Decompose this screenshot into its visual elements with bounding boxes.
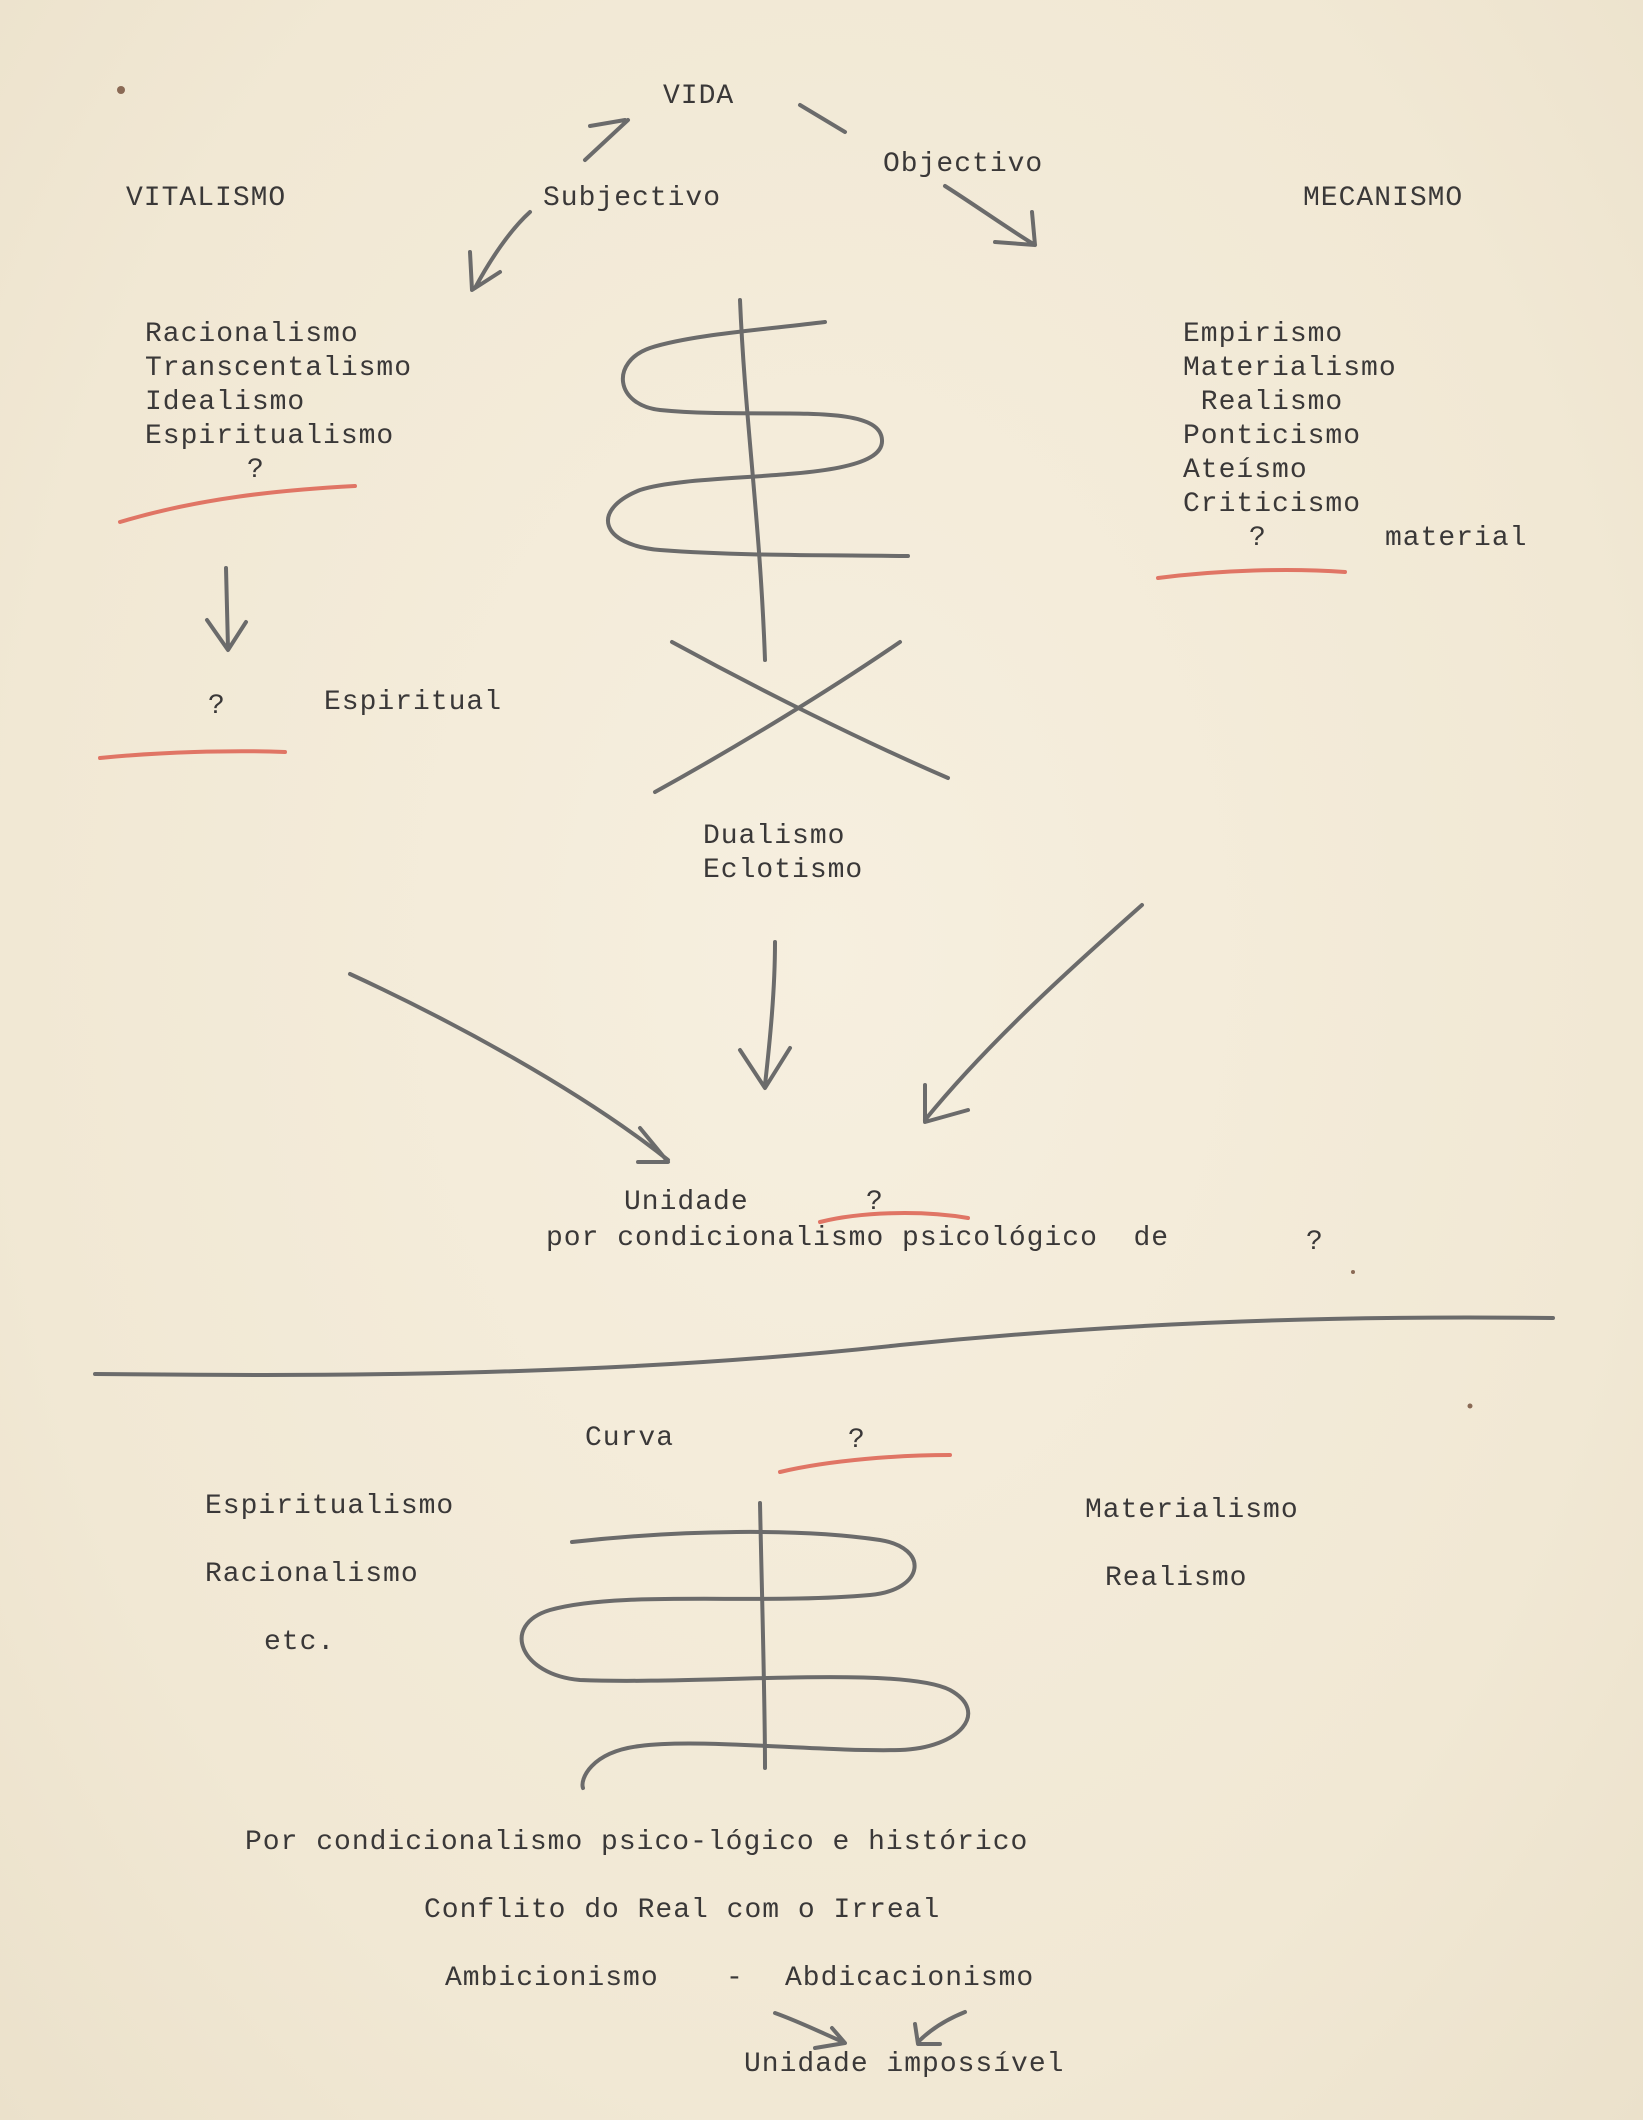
- divider-line: [95, 1317, 1553, 1374]
- top-vertical-line: [740, 300, 765, 660]
- bottom-spiral-icon: [522, 1532, 969, 1788]
- objectivo-label: Objectivo: [883, 149, 1044, 180]
- arrow-abdicacionismo: [915, 2012, 965, 2044]
- list-item: Criticismo: [1183, 489, 1362, 520]
- racionalismo-label: Racionalismo: [205, 1559, 419, 1590]
- ambicionismo-label: Ambicionismo: [445, 1963, 659, 1994]
- materialismo-label: Materialismo: [1085, 1495, 1299, 1526]
- ink-dot: [1351, 1270, 1355, 1274]
- vida-title: VIDA: [663, 81, 735, 112]
- list-item: Idealismo: [145, 387, 306, 418]
- material-label: material: [1385, 523, 1528, 554]
- vida-arc-right: [800, 105, 845, 132]
- eclotismo-label: Eclotismo: [703, 855, 864, 886]
- condicionalismo-question: ?: [1306, 1227, 1324, 1258]
- left-list: [145, 318, 412, 488]
- red-underline-left-q: [120, 486, 355, 522]
- bottom-vertical-line: [760, 1503, 765, 1768]
- list-item: Espiritualismo: [145, 421, 395, 452]
- bottom-line-1: Por condicionalismo psico-lógico e histórico: [245, 1827, 1029, 1858]
- bottom-line-2: Conflito do Real com o Irreal: [424, 1895, 941, 1926]
- espiritual-label: Espiritual: [324, 687, 503, 718]
- unidade-question: ?: [866, 1187, 884, 1218]
- espiritualismo-label: Espiritualismo: [205, 1491, 455, 1522]
- curva-label: Curva: [585, 1423, 675, 1454]
- list-item: ?: [1249, 523, 1267, 554]
- red-underline-unidade-q: [820, 1213, 968, 1222]
- realismo-label: Realismo: [1105, 1563, 1248, 1594]
- arrow-to-unidade-center: [740, 942, 790, 1088]
- arrow-left-down: [207, 568, 246, 650]
- vitalismo-heading: VITALISMO: [126, 183, 287, 214]
- mecanismo-heading: MECANISMO: [1303, 183, 1464, 214]
- list-item: Racionalismo: [145, 319, 359, 350]
- dualismo-label: Dualismo: [703, 821, 846, 852]
- arrow-to-unidade-right: [925, 905, 1142, 1122]
- arrow-ambicionismo: [775, 2013, 845, 2048]
- red-underline-right-q: [1158, 570, 1345, 578]
- espiritual-question: ?: [208, 691, 226, 722]
- arrow-to-unidade-left: [350, 974, 668, 1162]
- red-underline-espiritual-q: [100, 751, 285, 758]
- arrow-objectivo: [945, 186, 1035, 245]
- condicionalismo-line: por condicionalismo psicológico de: [546, 1223, 1170, 1254]
- ink-dot: [1468, 1404, 1473, 1409]
- list-item: Ponticismo: [1183, 421, 1362, 452]
- list-item: ?: [247, 455, 265, 486]
- subjectivo-label: Subjectivo: [543, 183, 722, 214]
- unidade-label: Unidade: [624, 1187, 749, 1218]
- list-item: Realismo: [1183, 387, 1344, 418]
- curva-question: ?: [848, 1425, 866, 1456]
- list-item: Empirismo: [1183, 319, 1344, 350]
- unidade-impossivel-label: Unidade impossível: [744, 2049, 1065, 2080]
- list-item: Transcentalismo: [145, 353, 413, 384]
- ink-dot: [117, 86, 125, 94]
- list-item: Ateísmo: [1183, 455, 1308, 486]
- cross-line-2: [655, 642, 900, 792]
- etc-label: etc.: [264, 1627, 336, 1658]
- right-list: [1183, 318, 1397, 556]
- abdicacionismo-label: Abdicacionismo: [785, 1963, 1035, 1994]
- list-item: Materialismo: [1183, 353, 1397, 384]
- dash-separator: -: [726, 1963, 744, 1994]
- arrow-subjectivo: [470, 212, 530, 290]
